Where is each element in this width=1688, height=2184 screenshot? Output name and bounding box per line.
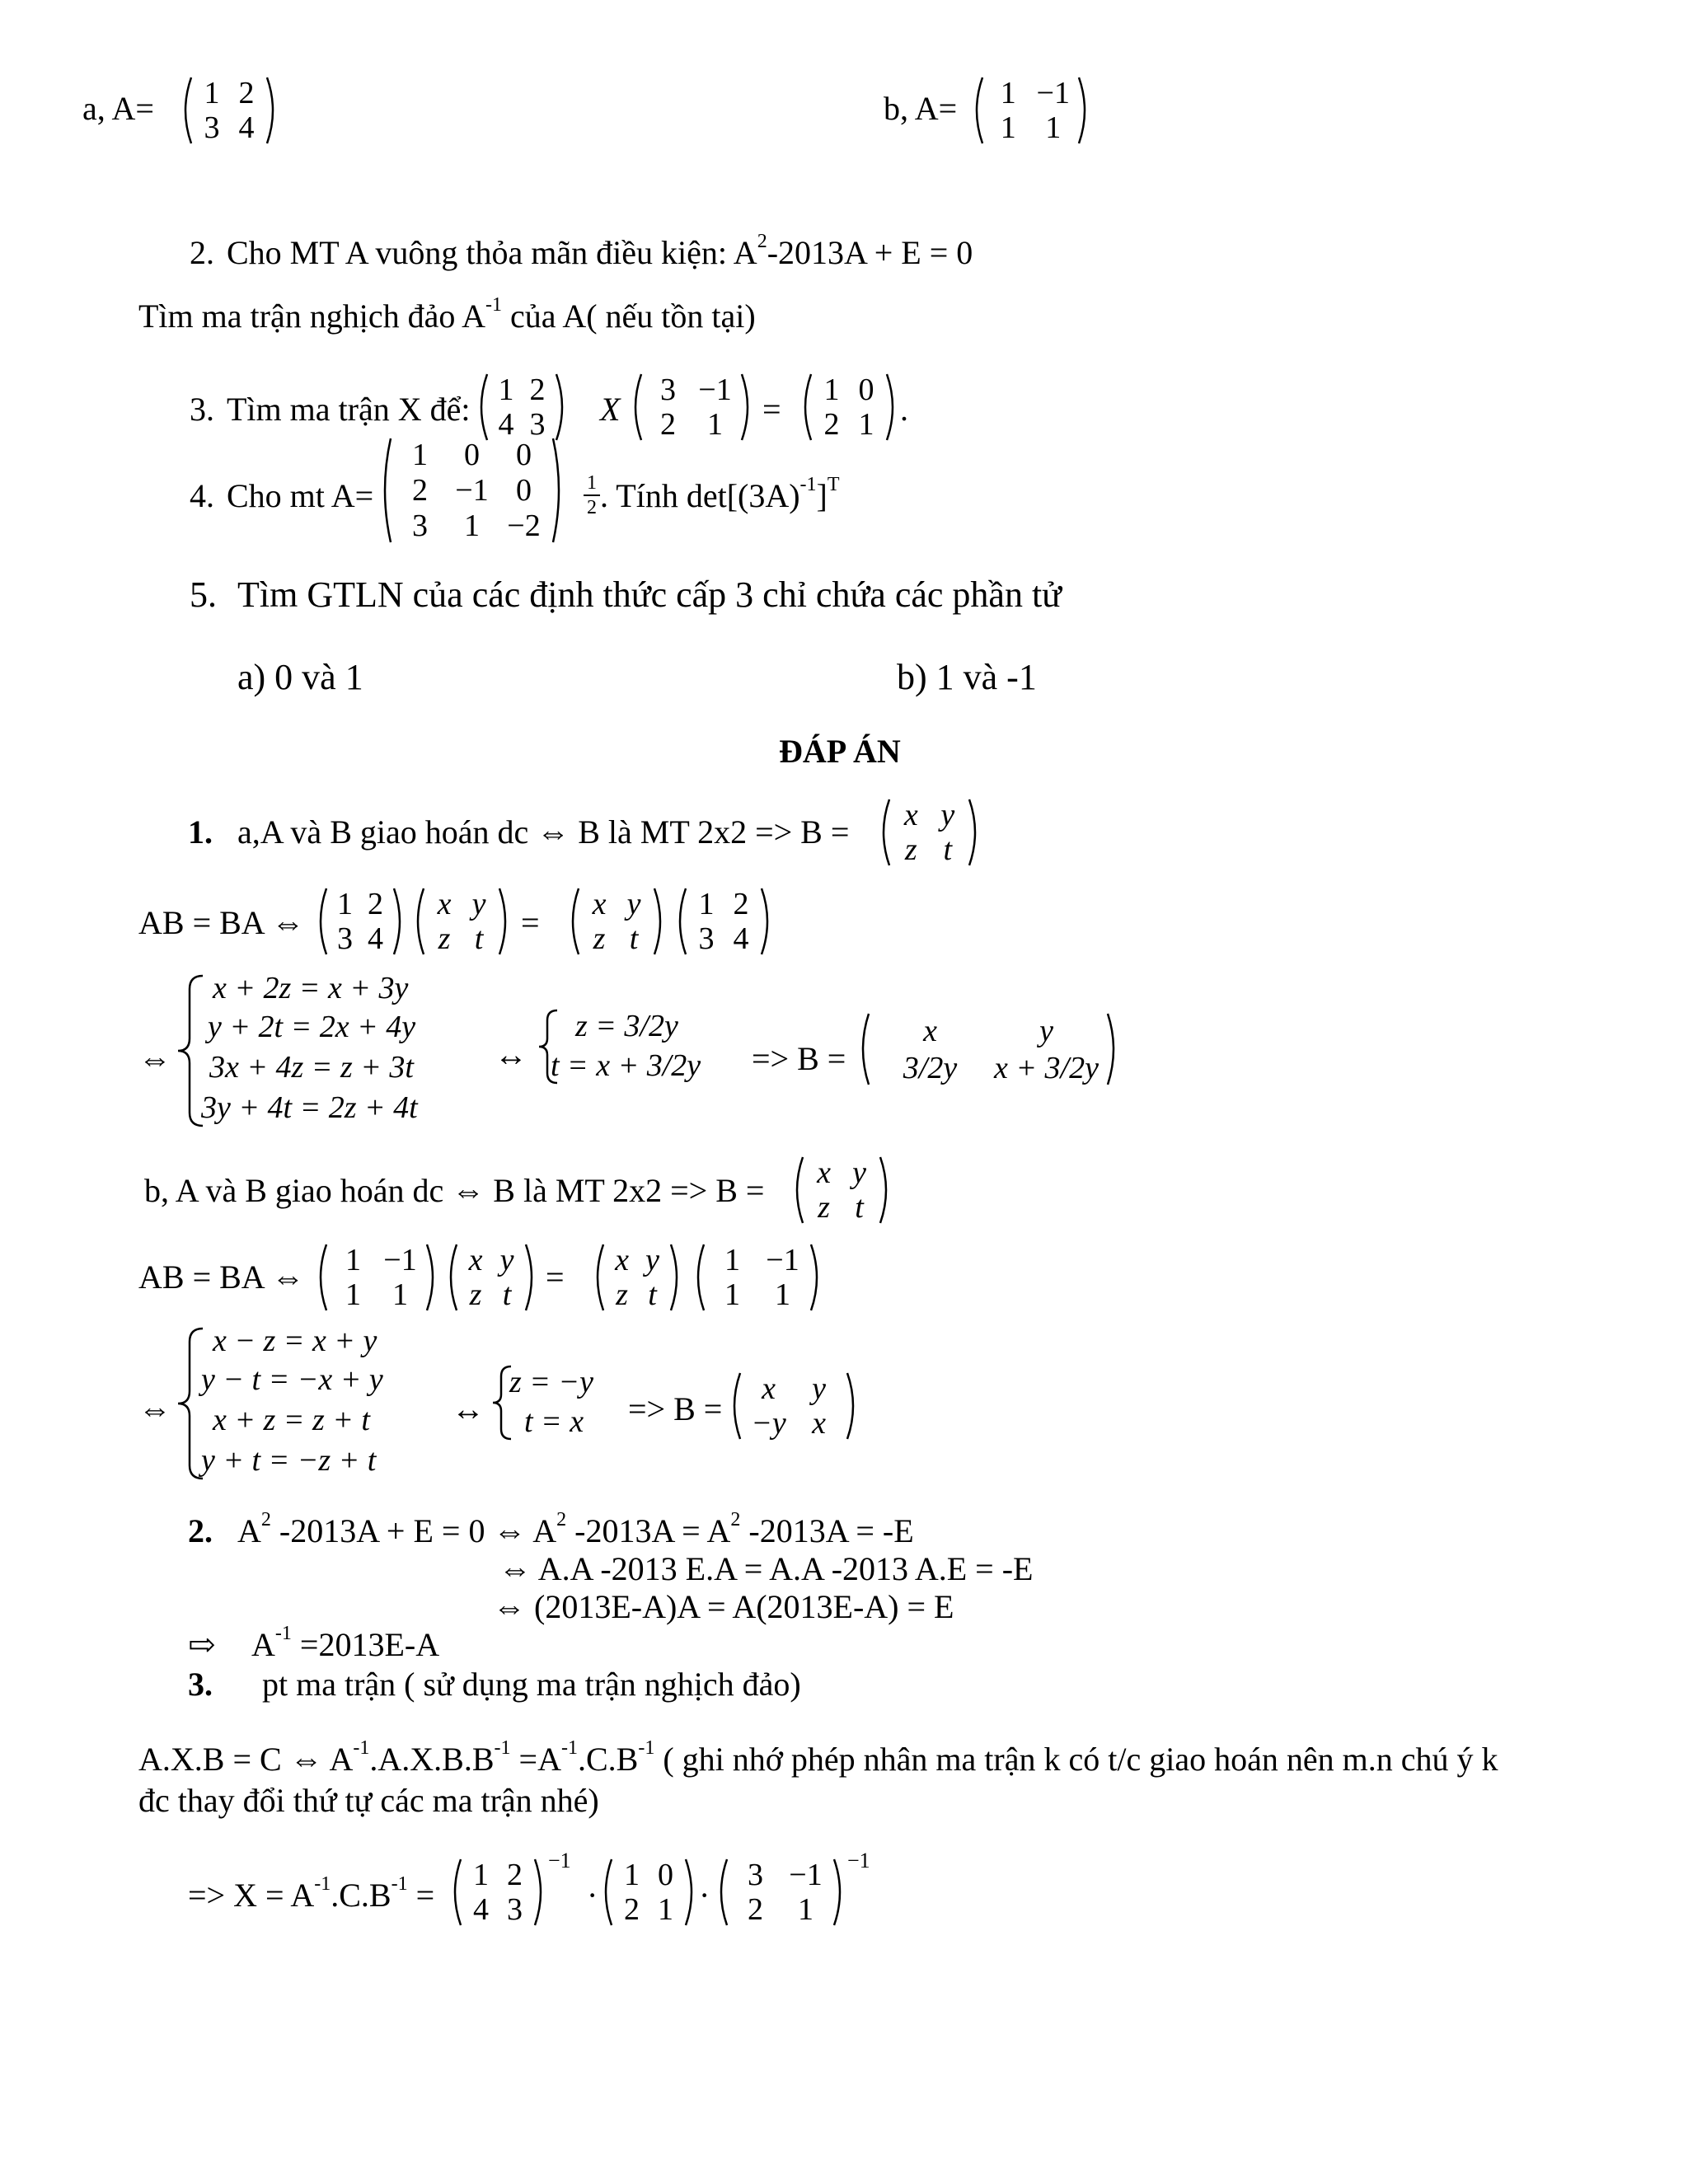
ex1-a-matrix [180, 76, 279, 145]
ans3-para-line2: đc thay đổi thứ tự các ma trận nhé) [138, 1782, 599, 1819]
ans3-matrix-3 [715, 1858, 846, 1927]
ans1-system-a2-eq1: z = 3/2y [575, 1009, 678, 1043]
matrix-cell: y [852, 1155, 866, 1190]
ans1-ab-bxy-right [592, 1243, 682, 1312]
matrix-cell: y [626, 887, 641, 921]
q3-x: X [600, 391, 621, 428]
ans1-iff-b: ⇔ [138, 1390, 171, 1427]
q5-text: Tìm GTLN của các định thức cấp 3 chỉ chứa các phần tử [237, 574, 1062, 615]
ans1-ab-b-equals: = [546, 1258, 565, 1296]
matrix-cell: y [812, 1371, 826, 1406]
matrix-cell: −y [751, 1406, 786, 1441]
matrix-cell: 2 [529, 373, 546, 407]
matrix-cell: 1 [412, 437, 428, 472]
matrix-cell: −2 [507, 509, 541, 544]
q3-end: . [900, 391, 908, 428]
matrix-cell: 4 [368, 921, 383, 956]
matrix-cell: y [1039, 1013, 1053, 1048]
ans1-result-b-label: => B = [628, 1390, 723, 1427]
q2-line2: Tìm ma trận nghịch đảo $A^{-1}$ của A( nếu tồn tại) [138, 294, 756, 335]
ans1-b-matrix-bline [791, 1155, 892, 1225]
ans3-dot-1: · [587, 1877, 598, 1914]
ans1-arrow-b: ↔ [452, 1390, 485, 1427]
ans2-line2: ⇔ A.A -2013 E.A = A.A -2013 A.E = -E [499, 1550, 1034, 1587]
matrix-cell: 1 [823, 373, 840, 407]
ans1-ab-b-matrix-left [315, 1243, 438, 1312]
ans3-dot-2: · [699, 1877, 710, 1914]
matrix-cell: z [593, 921, 606, 956]
ans1-line1: a,A và B giao hoán dc ⇔ B là MT 2x2 => B = [237, 813, 850, 851]
matrix-cell: x [592, 887, 607, 921]
matrix-cell: x [923, 1013, 937, 1048]
q2-number: 2. [190, 234, 214, 271]
q5-option-b: b) 1 và -1 [897, 657, 1037, 697]
matrix-cell: x [812, 1406, 826, 1441]
q5-option-a: a) 0 và 1 [237, 657, 363, 697]
ans1-ab-b-matrix-right [692, 1243, 823, 1312]
ans1-ab-bxy-left [445, 1243, 537, 1312]
matrix-cell: z [818, 1190, 830, 1225]
matrix-cell: 3/2y [903, 1050, 958, 1085]
matrix-cell: −1 [1036, 76, 1070, 110]
matrix-cell: 3 [204, 110, 220, 145]
ans1-a-matrix-right [674, 887, 773, 956]
matrix-cell: t [648, 1277, 657, 1312]
ans1-system-b2-eq1: z = −y [509, 1365, 593, 1399]
matrix-cell: t [474, 921, 484, 956]
matrix-cell: 4 [238, 110, 255, 145]
ans3-title: pt ma trận ( sử dụng ma trận nghịch đảo) [262, 1666, 801, 1703]
matrix-cell: 4 [473, 1892, 489, 1927]
matrix-cell: x + 3/2y [994, 1050, 1099, 1085]
matrix-cell: t [629, 921, 639, 956]
matrix-cell: −1 [383, 1243, 417, 1277]
matrix-cell: 1 [775, 1277, 790, 1312]
ans1-result-b-matrix [729, 1371, 859, 1441]
ans1-ab-eq: AB = BA ⇔ [138, 904, 305, 941]
ans1-ab-equals: = [521, 904, 540, 941]
ans1-system-b-eq2: y − t = −x + y [201, 1362, 383, 1397]
q4-tail: . Tính $\det[(3A)^{-1}]^T$ [600, 474, 840, 514]
ans2-line1: $A^2$ -2013A + E = 0 ⇔ $A^2$ $-2013A = A^2$ -2013A = -E [237, 1509, 914, 1549]
matrix-cell: 1 [1045, 110, 1062, 145]
matrix-cell: 2 [733, 887, 749, 921]
ans1-a-matrix-left [315, 887, 406, 956]
matrix-cell: y [471, 887, 486, 921]
q3-matrix-1 [476, 373, 568, 442]
ex1-b-matrix [971, 76, 1090, 145]
ans1-system-a-eq2: y + 2t = 2x + 4y [208, 1010, 416, 1044]
matrix-cell: 1 [345, 1243, 361, 1277]
matrix-cell: 1 [1000, 110, 1016, 145]
q4-matrix [379, 437, 565, 544]
ans1-system-a-eq1: x + 2z = x + 3y [213, 971, 409, 1005]
ans1-system-a2 [537, 1007, 752, 1086]
matrix-cell: 0 [516, 473, 532, 508]
matrix-cell: t [502, 1277, 512, 1312]
matrix-cell: −1 [698, 373, 732, 407]
q5-number: 5. [190, 574, 217, 615]
ans1-system-b-eq4: y + t = −z + t [201, 1443, 377, 1478]
matrix-cell: z [469, 1277, 482, 1312]
matrix-cell: 4 [733, 921, 749, 956]
ans1-system-b [175, 1325, 455, 1482]
ans1-number: 1. [188, 813, 213, 851]
ans1-b-matrix-left [412, 887, 511, 956]
q3-matrix-3 [799, 373, 898, 442]
q4-number: 4. [190, 477, 214, 514]
q3-number: 3. [190, 391, 214, 428]
q3-text: Tìm ma trận X để: [227, 391, 471, 428]
ans1-arrow-a: ↔ [495, 1036, 528, 1073]
ans1-system-a2-eq2: t = x + 3/2y [551, 1048, 701, 1083]
matrix-cell: y [940, 798, 955, 832]
matrix-cell: −1 [766, 1243, 799, 1277]
matrix-cell: 2 [368, 887, 383, 921]
matrix-cell: 2 [238, 76, 255, 110]
matrix-cell: 2 [660, 407, 676, 442]
matrix-cell: 3 [698, 921, 715, 956]
matrix-cell: 2 [748, 1892, 763, 1927]
ex1-b-label: b, A= [884, 90, 958, 127]
ans3-inverse-3: −1 [847, 1849, 870, 1872]
q4-text: Cho mt A= [227, 477, 374, 514]
matrix-cell: 3 [660, 373, 676, 407]
q3-matrix-2 [630, 373, 753, 442]
matrix-cell: z [904, 832, 917, 867]
matrix-cell: 0 [516, 437, 532, 472]
matrix-cell: 0 [658, 1858, 673, 1892]
matrix-cell: 1 [345, 1277, 361, 1312]
ans1-system-a [175, 972, 471, 1129]
ans2-line3: ⇔ (2013E-A)A = A(2013E-A) = E [493, 1588, 954, 1625]
ans2-arrow: ⇨ [188, 1626, 216, 1663]
ans1-result-a-matrix [857, 1012, 1119, 1086]
ans3-result-label: => $X = A^{-1}.C.B^{-1}$ = [188, 1873, 435, 1914]
matrix-cell: 1 [858, 407, 874, 442]
ans1-result-a-label: => B = [752, 1040, 846, 1077]
matrix-cell: 0 [858, 373, 874, 407]
matrix-cell: z [616, 1277, 628, 1312]
matrix-cell: 1 [464, 509, 480, 544]
matrix-cell: x [437, 887, 452, 921]
matrix-cell: 2 [823, 407, 840, 442]
ans1-system-a-eq3: 3x + 4z = z + 3t [209, 1050, 414, 1085]
matrix-cell: t [855, 1190, 864, 1225]
matrix-cell: 1 [724, 1277, 740, 1312]
ans1-system-b2-eq2: t = x [524, 1404, 584, 1439]
matrix-cell: x [762, 1371, 776, 1406]
ans1-system-b-eq1: x − z = x + y [213, 1324, 377, 1358]
matrix-cell: 1 [337, 887, 353, 921]
matrix-cell: −1 [789, 1858, 823, 1892]
matrix-cell: 1 [1000, 76, 1016, 110]
q3-eq: = [762, 391, 781, 428]
ans3-para-line1: A.X.B = C ⇔ $A^{-1}.A.X.B.B^{-1} =A^{-1}.C.B^{-1}$ ( ghi nhớ phép nhân ma trận k có t/c giao hoán nên m.n chú ý k [138, 1737, 1498, 1778]
matrix-cell: x [817, 1155, 831, 1190]
matrix-cell: 4 [498, 407, 514, 442]
matrix-cell: t [943, 832, 953, 867]
matrix-cell: 2 [507, 1858, 523, 1892]
ans3-matrix-2 [600, 1858, 697, 1927]
matrix-cell: x [468, 1243, 483, 1277]
matrix-cell: −1 [455, 473, 489, 508]
matrix-cell: x [903, 798, 918, 832]
matrix-cell: 1 [204, 76, 220, 110]
matrix-cell: 3 [529, 407, 546, 442]
matrix-cell: y [499, 1243, 514, 1277]
ex1-a-label: a, A= [82, 90, 154, 127]
ans1-b-matrix-right [567, 887, 666, 956]
matrix-cell: 3 [748, 1858, 763, 1892]
matrix-cell: 3 [337, 921, 353, 956]
ans1-system-b-eq3: x + z = z + t [213, 1403, 370, 1437]
matrix-cell: 1 [498, 373, 514, 407]
ans1-ab-eq-b: AB = BA ⇔ [138, 1258, 305, 1296]
matrix-cell: x [615, 1243, 629, 1277]
matrix-cell: 3 [507, 1892, 523, 1927]
matrix-cell: 1 [658, 1892, 673, 1927]
q4-fraction: 1 2 [584, 473, 600, 518]
q2-line1: Cho MT A vuông thỏa mãn điều kiện: $A^2-2013A + E = 0$ [227, 231, 973, 271]
ans3-matrix-1 [449, 1858, 546, 1927]
matrix-cell: 2 [624, 1892, 640, 1927]
ans1-iff-a: ⇔ [138, 1040, 171, 1077]
matrix-cell: 1 [707, 407, 723, 442]
ans1-line-b: b, A và B giao hoán dc ⇔ B là MT 2x2 => B = [144, 1172, 765, 1209]
ans1-system-a-eq4: 3y + 4t = 2z + 4t [201, 1090, 418, 1125]
matrix-cell: 1 [798, 1892, 814, 1927]
matrix-cell: 3 [412, 509, 428, 544]
matrix-cell: 1 [724, 1243, 740, 1277]
matrix-cell: z [438, 921, 451, 956]
matrix-cell: 2 [412, 473, 428, 508]
matrix-cell: 1 [624, 1858, 640, 1892]
ans2-line4: $A^{-1} =2013E-A$ [251, 1623, 440, 1663]
ans1-system-b2 [491, 1363, 640, 1442]
matrix-cell: 1 [392, 1277, 408, 1312]
ans3-inverse-1: −1 [548, 1849, 571, 1872]
ans3-number: 3. [188, 1666, 213, 1703]
matrix-cell: y [645, 1243, 659, 1277]
answer-heading: ĐÁP ÁN [779, 733, 901, 770]
matrix-cell: 1 [473, 1858, 489, 1892]
matrix-cell: 1 [698, 887, 715, 921]
matrix-cell: 0 [464, 437, 480, 472]
ans2-number: 2. [188, 1512, 213, 1549]
ans1-b-matrix [878, 798, 981, 867]
